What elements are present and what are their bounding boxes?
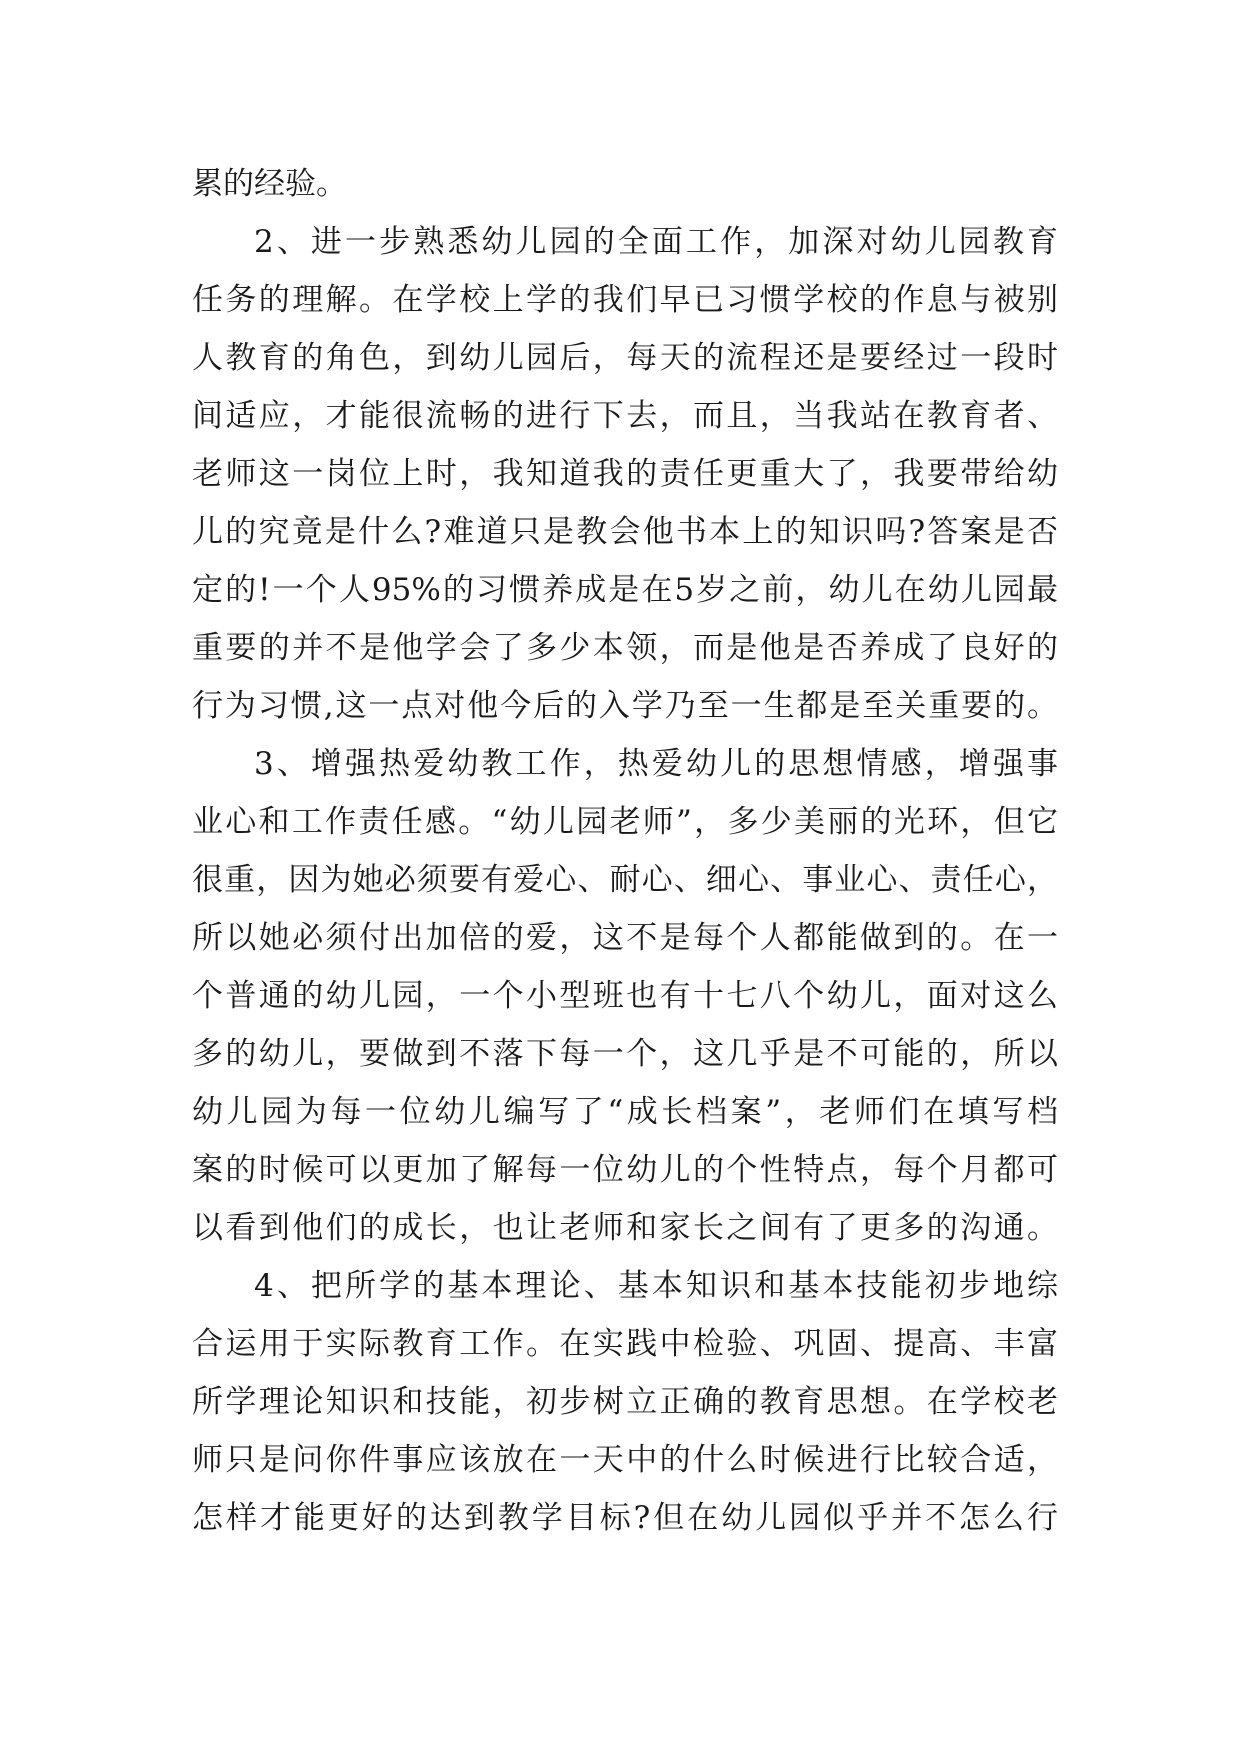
text-line: 老师这一岗位上时，我知道我的责任更重大了，我要带给幼 (192, 456, 1058, 492)
text-line: 人教育的角色，到幼儿园后，每天的流程还是要经过一段时 (192, 340, 1058, 376)
text-line: 怎样才能更好的达到教学目标?但在幼儿园似乎并不怎么行 (192, 1500, 1058, 1536)
text-line: 任务的理解。在学校上学的我们早已习惯学校的作息与被别 (192, 282, 1058, 318)
text-line: 间适应，才能很流畅的进行下去，而且，当我站在教育者、 (192, 398, 1058, 434)
text-line: 儿的究竟是什么?难道只是教会他书本上的知识吗?答案是否 (192, 514, 1058, 550)
text-line: 合运用于实际教育工作。在实践中检验、巩固、提高、丰富 (192, 1326, 1058, 1362)
paragraph-4-start: 4、把所学的基本理论、基本知识和基本技能初步地综 (254, 1268, 1058, 1304)
text-line: 所学理论知识和技能，初步树立正确的教育思想。在学校老 (192, 1384, 1058, 1420)
text-line: 很重，因为她必须要有爱心、耐心、细心、事业心、责任心， (192, 862, 1058, 898)
text-line: 定的!一个人95%的习惯养成是在5岁之前，幼儿在幼儿园最 (192, 572, 1058, 608)
text-line: 案的时候可以更加了解每一位幼儿的个性特点，每个月都可 (192, 1152, 1058, 1188)
paragraph-2-start: 2、进一步熟悉幼儿园的全面工作，加深对幼儿园教育 (254, 224, 1058, 260)
text-line: 幼儿园为每一位幼儿编写了“成长档案”，老师们在填写档 (192, 1094, 1058, 1130)
text-line: 业心和工作责任感。“幼儿园老师”，多少美丽的光环，但它 (192, 804, 1058, 840)
text-line: 所以她必须付出加倍的爱，这不是每个人都能做到的。在一 (192, 920, 1058, 956)
text-line: 重要的并不是他学会了多少本领，而是他是否养成了良好的 (192, 630, 1058, 666)
text-line: 个普通的幼儿园，一个小型班也有十七八个幼儿，面对这么 (192, 978, 1058, 1014)
text-line: 行为习惯,这一点对他今后的入学乃至一生都是至关重要的。 (192, 688, 1058, 724)
text-line: 师只是问你件事应该放在一天中的什么时候进行比较合适， (192, 1442, 1058, 1478)
text-line: 多的幼儿，要做到不落下每一个，这几乎是不可能的，所以 (192, 1036, 1058, 1072)
body-text (192, 155, 1058, 1547)
text-line: 累的经验。 (192, 166, 347, 202)
paragraph-3-start: 3、增强热爱幼教工作，热爱幼儿的思想情感，增强事 (254, 746, 1058, 782)
text-line: 以看到他们的成长，也让老师和家长之间有了更多的沟通。 (192, 1210, 1058, 1246)
